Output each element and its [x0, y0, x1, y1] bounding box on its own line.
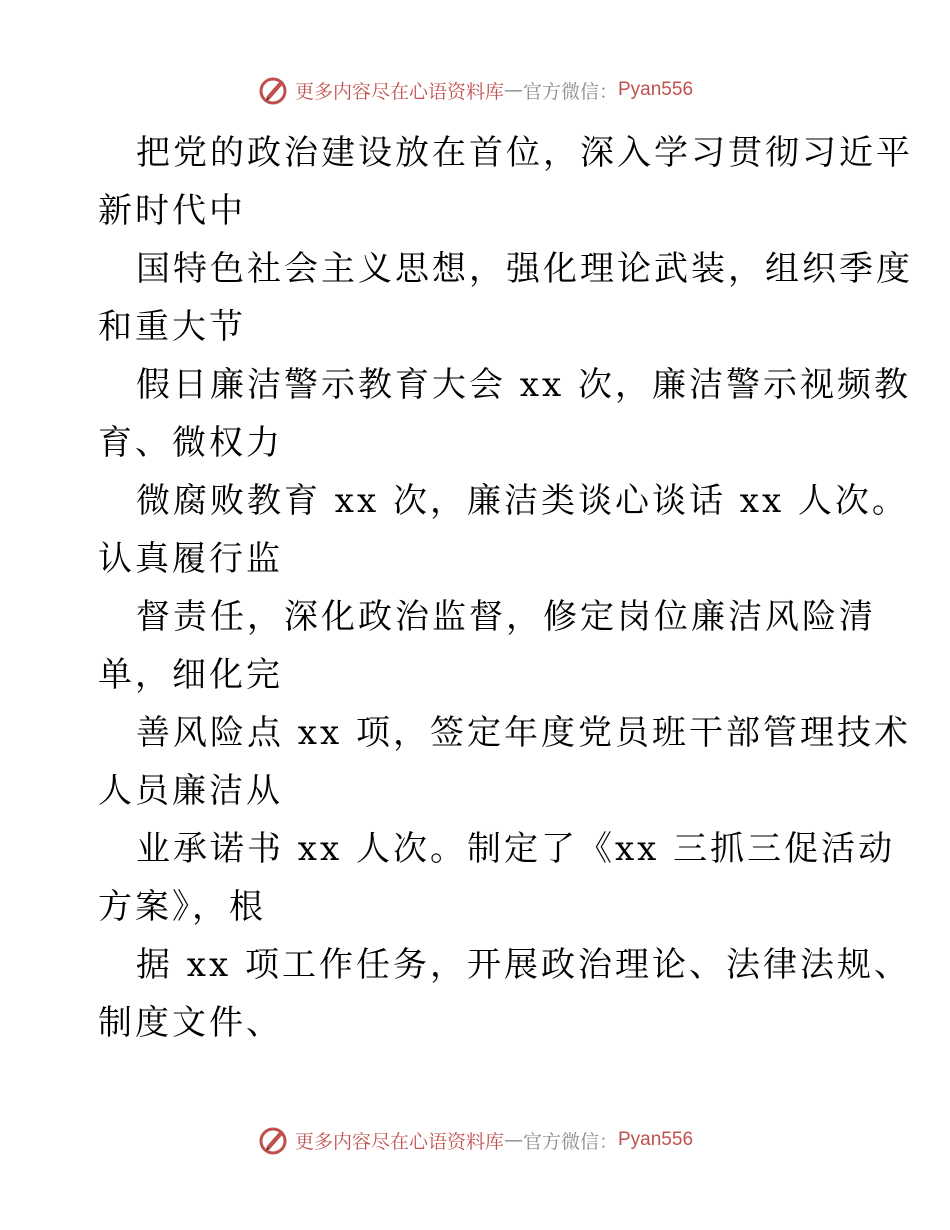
body-line: 业承诺书 xx 人次。制定了《xx 三抓三促活动 [136, 829, 896, 869]
watermark-label: 官方微信： [522, 1130, 618, 1153]
watermark-contact: Pyan556 [618, 1129, 694, 1150]
body-line: 微腐败教育 xx 次，廉洁类谈心谈话 xx 人次。 [136, 481, 909, 521]
body-line: 和重大节 [98, 307, 246, 347]
body-line: 制度文件、 [98, 1003, 283, 1043]
header-watermark [0, 70, 950, 110]
body-line: 新时代中 [98, 191, 246, 231]
body-line: 育、微权力 [98, 423, 283, 463]
watermark-separator: — [503, 1129, 523, 1151]
watermark-contact: Pyan556 [618, 79, 694, 100]
body-line: 据 xx 项工作任务，开展政治理论、法律法规、 [136, 945, 911, 985]
watermark-separator: — [503, 79, 523, 101]
footer-watermark [0, 1120, 950, 1160]
body-line: 单，细化完 [98, 655, 283, 695]
document-body [98, 124, 913, 1052]
watermark-brand: 更多内容尽在心语资料库 [294, 1130, 504, 1153]
body-line: 人员廉洁从 [98, 771, 283, 811]
watermark-brand: 更多内容尽在心语资料库 [294, 80, 504, 103]
body-line: 督责任，深化政治监督，修定岗位廉洁风险清 [136, 597, 876, 637]
quill-logo-icon [257, 1124, 289, 1156]
quill-logo-icon [257, 74, 289, 106]
body-line: 假日廉洁警示教育大会 xx 次，廉洁警示视频教 [136, 365, 911, 405]
body-line: 认真履行监 [98, 539, 283, 579]
body-line: 把党的政治建设放在首位，深入学习贯彻习近平 [136, 133, 913, 173]
body-line: 国特色社会主义思想，强化理论武装，组织季度 [136, 249, 913, 289]
body-line: 善风险点 xx 项，签定年度党员班干部管理技术 [136, 713, 911, 753]
body-line: 方案》，根 [98, 887, 266, 927]
watermark-label: 官方微信： [522, 80, 618, 103]
